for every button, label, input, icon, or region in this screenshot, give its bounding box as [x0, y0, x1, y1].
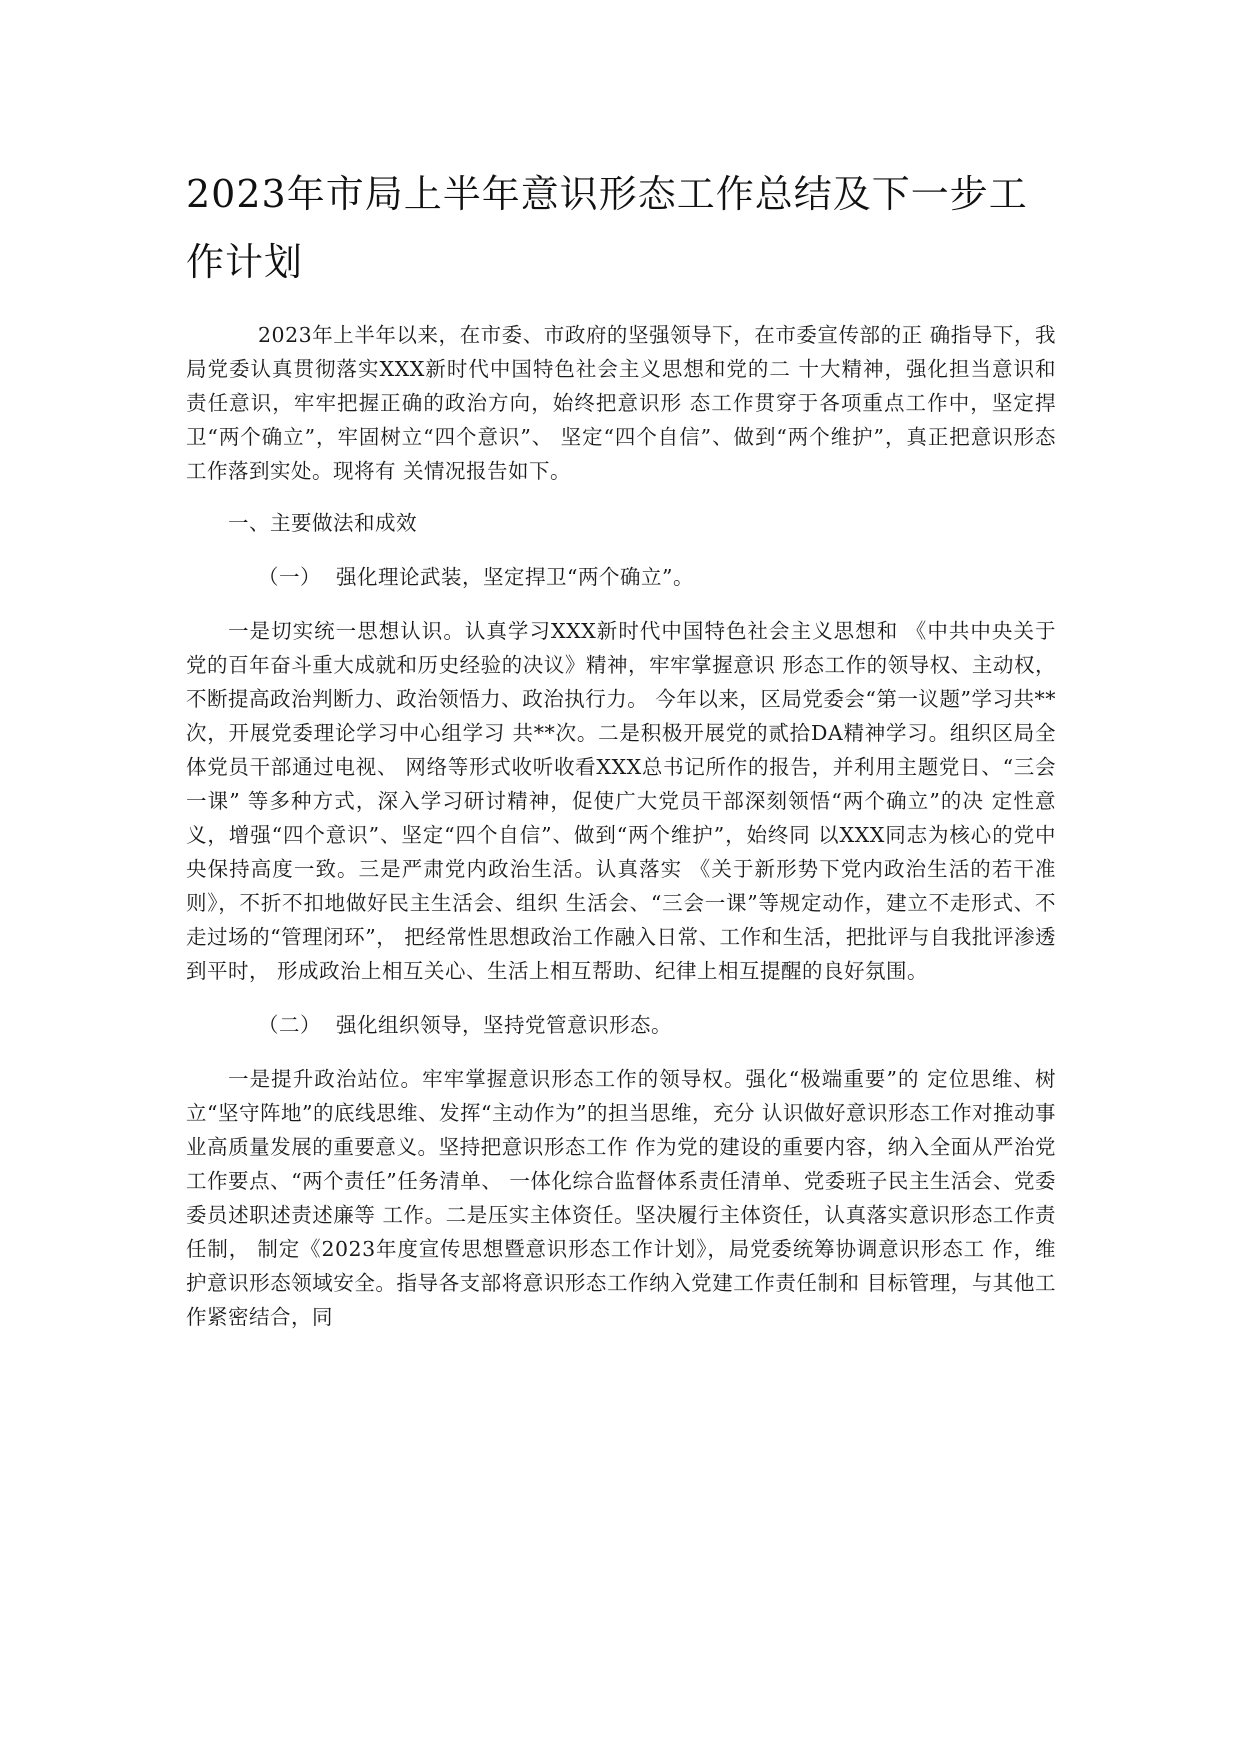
- subsection-paragraph-2: 一是提升政治站位。牢牢掌握意识形态工作的领导权。强化“极端重要”的 定位思维、树立“坚守阵地”的底线思维、发挥“主动作为”的担当思维，充分 认识做好意识形态工作对推动事业高质量发展的重要意义。坚持把意识形态工作 作为党的建设的重要内容，纳入全面从严治党工作要点、“两个责任”任务清单、 一体化综合监督体系责任清单、党委班子民主生活会、党委委员述职述责述廉等 工作。二是压实主体资任。坚决履行主体资任，认真落实意识形态工作责任制， 制定《2023年度宣传思想暨意识形态工作计划》，局党委统筹协调意识形态工 作，维护意识形态领域安全。指导各支部将意识形态工作纳入党建工作责任制和 目标管理，与其他工作紧密结合，同: [186, 1067, 1056, 1329]
- subsection-paragraph-1: 一是切实统一思想认识。认真学习XXX新时代中国特色社会主义思想和 《中共中央关于党的百年奋斗重大成就和历史经验的决议》精神，牢牢掌握意识 形态工作的领导权、主动权，不断提高政治判断力、政治领悟力、政治执行力。 今年以来，区局党委会“第一议题”学习共**次，开展党委理论学习中心组学习 共**次。二是积极开展党的贰拾DA精神学习。组织区局全体党员干部通过电视、 网络等形式收听收看XXX总书记所作的报告，并利用主题党日、“三会一课” 等多种方式，深入学习研讨精神，促使广大党员干部深刻领悟“两个确立”的决 定性意义，增强“四个意识”、坚定“四个自信”、做到“两个维护”，始终同 以XXX同志为核心的党中央保持高度一致。三是严肃党内政治生活。认真落实 《关于新形势下党内政治生活的若干准则》，不折不扣地做好民主生活会、组织 生活会、“三会一课”等规定动作，建立不走形式、不走过场的“管理闭环”， 把经常性思想政治工作融入日常、工作和生活，把批评与自我批评渗透到平时， 形成政治上相互关心、生活上相互帮助、纪律上相互提醒的良好氛围。: [186, 619, 1056, 983]
- subsection-number-2: （二）: [258, 1013, 321, 1037]
- subsection-title-2: 强化组织领导，坚持党管意识形态。: [336, 1013, 672, 1037]
- section-heading-main-practices: 一、主要做法和成效: [228, 511, 417, 535]
- subsection-number-1: （一）: [258, 565, 321, 589]
- subsection-heading-2: [186, 1008, 1056, 1042]
- subsection-heading-1: [186, 560, 1056, 594]
- document-title: 2023年市局上半年意识形态工作总结及下一步工作计划: [186, 172, 1028, 284]
- intro-paragraph: 2023年上半年以来，在市委、市政府的坚强领导下，在市委宣传部的正 确指导下，我局党委认真贯彻落实XXX新时代中国特色社会主义思想和党的二 十大精神，强化担当意识和责任意识，牢牢把握正确的政治方向，始终把意识形 态工作贯穿于各项重点工作中，坚定捍卫“两个确立”，牢固树立“四个意识”、 坚定“四个自信”、做到“两个维护”，真正把意识形态工作落到实处。现将有 关情况报告如下。: [186, 323, 1056, 483]
- subsection-title-1: 强化理论武装，坚定捍卫“两个确立”。: [336, 565, 694, 589]
- document-body: [186, 318, 1056, 1334]
